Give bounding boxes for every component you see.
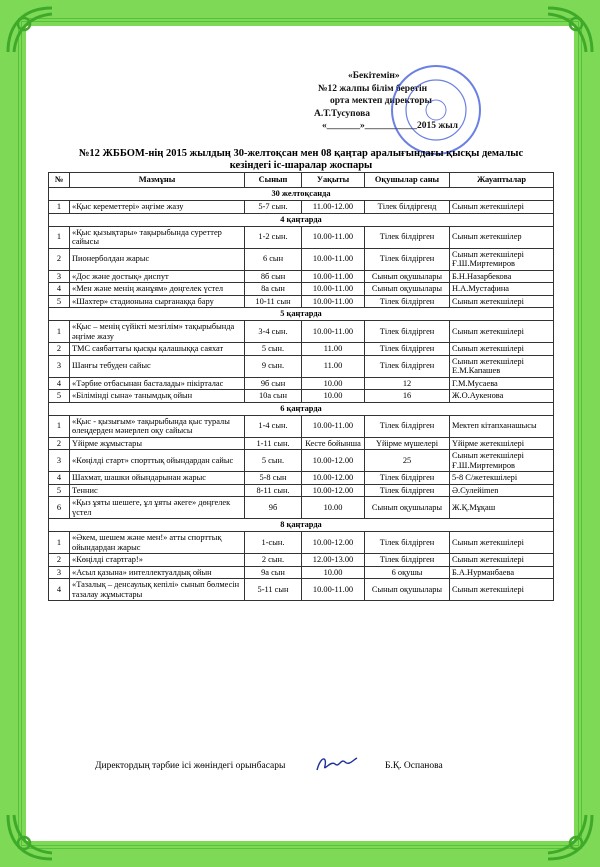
event-responsible: Сынып жетекшілері (450, 579, 554, 601)
event-content: «Асыл қазына» интеллектуалдық ойын (70, 566, 245, 579)
event-grade: 10-11 сын (245, 295, 302, 308)
event-responsible: Сынып жетекшілері Ғ.Ш.Миртемиров (450, 248, 554, 270)
event-grade: 2 сын. (245, 554, 302, 567)
event-responsible: Сынып жетекшілері (450, 321, 554, 343)
approval-line: «Бекітемін» (348, 71, 400, 81)
day-header-row (49, 188, 554, 201)
event-responsible: Сынып жетекшілері Е.М.Капашев (450, 355, 554, 377)
table-row (49, 415, 554, 437)
event-content: «Қыс – менің сүйікті мезгілім» тақырыбында әңгіме жазу (70, 321, 245, 343)
table-row (49, 377, 554, 390)
event-time: 10.00-11.00 (302, 579, 365, 601)
row-number: 3 (49, 450, 70, 472)
row-number: 3 (49, 566, 70, 579)
event-responsible: Г.М.Мусаева (450, 377, 554, 390)
event-grade: 1-11 сын. (245, 437, 302, 450)
event-time: 10.00-12.00 (302, 450, 365, 472)
row-number: 1 (49, 226, 70, 248)
row-number: 5 (49, 390, 70, 403)
event-responsible: Сынып жетекшілері (450, 554, 554, 567)
day-header-row (49, 402, 554, 415)
signer-position: Директордың тәрбие ісі жөніндегі орынбасары (95, 761, 286, 771)
event-students: Тілек білдірген (365, 343, 450, 356)
row-number: 5 (49, 295, 70, 308)
row-number: 4 (49, 472, 70, 485)
day-label: 30 желтоқсанда (49, 188, 554, 201)
event-time: 11.00 (302, 343, 365, 356)
event-time: 10.00-11.00 (302, 415, 365, 437)
event-students: 25 (365, 450, 450, 472)
approval-line: №12 жалпы білім беретін (318, 83, 428, 94)
event-students: Тілек білдірген (365, 472, 450, 485)
event-students: Сынып оқушылары (365, 579, 450, 601)
event-time: 10.00-11.00 (302, 283, 365, 296)
event-responsible: Ә.Сулейimen (450, 484, 554, 497)
event-responsible: Сынып жетекшілері (450, 295, 554, 308)
table-row (49, 566, 554, 579)
event-students: Тілек білдірген (365, 415, 450, 437)
event-content: Үйірме жұмыстары (70, 437, 245, 450)
event-time: 10.00-12.00 (302, 532, 365, 554)
event-grade: 9б сын (245, 377, 302, 390)
event-content: Пионерболдан жарыс (70, 248, 245, 270)
event-responsible: Үйірме жетекшілері (450, 437, 554, 450)
signer-name: Б.Қ. Оспанова (385, 761, 443, 771)
row-number: 6 (49, 497, 70, 519)
event-grade: 1-4 сын. (245, 415, 302, 437)
table-row (49, 270, 554, 283)
event-responsible: Ж.О.Аукенова (450, 390, 554, 403)
event-students: Тілек білдірген (365, 321, 450, 343)
event-grade: 8б сын (245, 270, 302, 283)
approval-line: «_______»___________2015 жыл (322, 121, 459, 131)
row-number: 3 (49, 355, 70, 377)
event-grade: 5-7 сын. (245, 201, 302, 214)
event-time: 10.00-11.00 (302, 295, 365, 308)
table-row (49, 450, 554, 472)
event-students: Тілек білдіргенд (365, 201, 450, 214)
day-header-row (49, 213, 554, 226)
event-responsible: Сынып жетекшілер (450, 226, 554, 248)
event-content: ТМС саябағтағы қысқы қалашыққа саяхат (70, 343, 245, 356)
event-content: «Шахтер» стадионына сырғанаққа бару (70, 295, 245, 308)
event-responsible: Б.А.Нурманбаева (450, 566, 554, 579)
column-header-grade: Сынып (245, 173, 302, 188)
event-content: «Дос және достық» диспут (70, 270, 245, 283)
table-row (49, 484, 554, 497)
row-number: 1 (49, 321, 70, 343)
row-number: 5 (49, 484, 70, 497)
document-title: №12 ЖББОМ-нің 2015 жылдың 30-желтоқсан мен 08 қаңтар аралығындағы қысқы демалыс кезіндегі іс-шаралар жоспары (78, 148, 524, 171)
event-students: Тілек білдірген (365, 355, 450, 377)
event-time: 11.00-12.00 (302, 201, 365, 214)
event-students: Тілек білдірген (365, 554, 450, 567)
table-row (49, 283, 554, 296)
event-grade: 9 сын. (245, 355, 302, 377)
event-content: «Мен және менің жанұям» дөңгелек үстел (70, 283, 245, 296)
row-number: 2 (49, 437, 70, 450)
day-header-row (49, 519, 554, 532)
event-students: Сынып оқушылары (365, 283, 450, 296)
event-responsible: Ж.Қ.Мұқаш (450, 497, 554, 519)
table-row (49, 248, 554, 270)
table-row (49, 532, 554, 554)
event-content: «Көңілді стартгар!» (70, 554, 245, 567)
event-time: 10.00-11.00 (302, 226, 365, 248)
column-header-time: Уақыты (302, 173, 365, 188)
approval-line: А.Т.Тусупова (314, 108, 371, 119)
event-content: «Қыс қызықтары» тақырыбында суреттер сайысы (70, 226, 245, 248)
day-header-row (49, 308, 554, 321)
row-number: 4 (49, 377, 70, 390)
event-time: 10.00 (302, 377, 365, 390)
column-header-students: Оқушылар саны (365, 173, 450, 188)
column-header-content: Мазмұны (70, 173, 245, 188)
row-number: 2 (49, 554, 70, 567)
row-number: 2 (49, 248, 70, 270)
event-time: 10.00 (302, 390, 365, 403)
handwritten-signature-icon (313, 752, 361, 776)
event-responsible: Сынып жетекшілері (450, 343, 554, 356)
event-content: Шанғы тебуден сайыс (70, 355, 245, 377)
column-header-number: № (49, 173, 70, 188)
table-row (49, 437, 554, 450)
event-content: «Көңілді старт» спорттық ойындардан сайыс (70, 450, 245, 472)
event-grade: 5-11 сын (245, 579, 302, 601)
events-table (48, 172, 554, 601)
row-number: 3 (49, 270, 70, 283)
table-row (49, 579, 554, 601)
event-responsible: 5-8 С/жетекшілері (450, 472, 554, 485)
event-responsible: Н.А.Мустафина (450, 283, 554, 296)
event-content: «Қыс кереметтері» әңгіме жазу (70, 201, 245, 214)
table-row (49, 343, 554, 356)
event-responsible: Сынып жетекшілері Ғ.Ш.Миртемиров (450, 450, 554, 472)
event-content: Теннис (70, 484, 245, 497)
event-students: 16 (365, 390, 450, 403)
event-responsible: Сынып жетекшілері (450, 532, 554, 554)
event-grade: 5 сын. (245, 450, 302, 472)
event-content: «Тазалық – денсаулық кепілі» сынып бөлмесін тазалау жұмыстары (70, 579, 245, 601)
event-students: 6 оқушы (365, 566, 450, 579)
approval-block (312, 70, 512, 133)
event-content: «Тәрбие отбасынан басталады» пікірталас (70, 377, 245, 390)
day-label: 4 қаңтарда (49, 213, 554, 226)
event-grade: 8а сын (245, 283, 302, 296)
event-responsible: Мектеп кітапханашысы (450, 415, 554, 437)
table-row (49, 321, 554, 343)
event-students: Тілек білдірген (365, 484, 450, 497)
table-header-row (49, 173, 554, 188)
day-label: 5 қаңтарда (49, 308, 554, 321)
approval-line: орта мектеп директоры (330, 96, 432, 106)
event-time: 10.00-12.00 (302, 472, 365, 485)
event-content: Шахмат, шашки ойындарынан жарыс (70, 472, 245, 485)
event-students: Тілек білдірген (365, 532, 450, 554)
table-row (49, 390, 554, 403)
event-students: Үйірме мүшелері (365, 437, 450, 450)
event-grade: 1-сын. (245, 532, 302, 554)
event-grade: 6 сын (245, 248, 302, 270)
table-row (49, 201, 554, 214)
event-students: Тілек білдірген (365, 248, 450, 270)
event-grade: 3-4 сын. (245, 321, 302, 343)
row-number: 2 (49, 343, 70, 356)
table-row (49, 472, 554, 485)
event-students: Сынып оқушылары (365, 497, 450, 519)
event-grade: 9б (245, 497, 302, 519)
row-number: 4 (49, 283, 70, 296)
day-label: 6 қаңтарда (49, 402, 554, 415)
event-time: 10.00-11.00 (302, 270, 365, 283)
event-time: 10.00 (302, 566, 365, 579)
event-grade: 10а сын (245, 390, 302, 403)
event-time: 10.00-11.00 (302, 248, 365, 270)
event-grade: 1-2 сын. (245, 226, 302, 248)
row-number: 1 (49, 415, 70, 437)
event-time: 10.00-11.00 (302, 321, 365, 343)
event-students: Сынып оқушылары (365, 270, 450, 283)
event-students: Тілек білдірген (365, 226, 450, 248)
event-grade: 8-11 сын. (245, 484, 302, 497)
table-row (49, 226, 554, 248)
event-students: 12 (365, 377, 450, 390)
event-responsible: Б.Н.Назарбекова (450, 270, 554, 283)
event-time: 10.00 (302, 497, 365, 519)
event-grade: 9а сын (245, 566, 302, 579)
table-row (49, 497, 554, 519)
event-content: «Қыс - қызығым» тақырыбында қыс туралы өлеңдерден мәнерлеп оқу сайысы (70, 415, 245, 437)
event-time: Кесте бойынша (302, 437, 365, 450)
table-row (49, 554, 554, 567)
row-number: 1 (49, 201, 70, 214)
table-body (49, 188, 554, 601)
event-content: «Білімінді сына» танымдық ойын (70, 390, 245, 403)
row-number: 1 (49, 532, 70, 554)
event-grade: 5 сын. (245, 343, 302, 356)
event-students: Тілек білдірген (365, 295, 450, 308)
table-row (49, 295, 554, 308)
row-number: 4 (49, 579, 70, 601)
day-label: 8 қаңтарда (49, 519, 554, 532)
column-header-responsible: Жауаптылар (450, 173, 554, 188)
event-time: 12.00-13.00 (302, 554, 365, 567)
event-grade: 5-8 сын (245, 472, 302, 485)
table-row (49, 355, 554, 377)
event-content: «Қыз ұяты шешеге, ұл ұяты әкеге» дөңгелек үстел (70, 497, 245, 519)
event-content: «Әкем, шешем және мен!» атты спорттық ойындардан жарыс (70, 532, 245, 554)
event-responsible: Сынып жетекшілері (450, 201, 554, 214)
event-time: 11.00 (302, 355, 365, 377)
event-time: 10.00-12.00 (302, 484, 365, 497)
